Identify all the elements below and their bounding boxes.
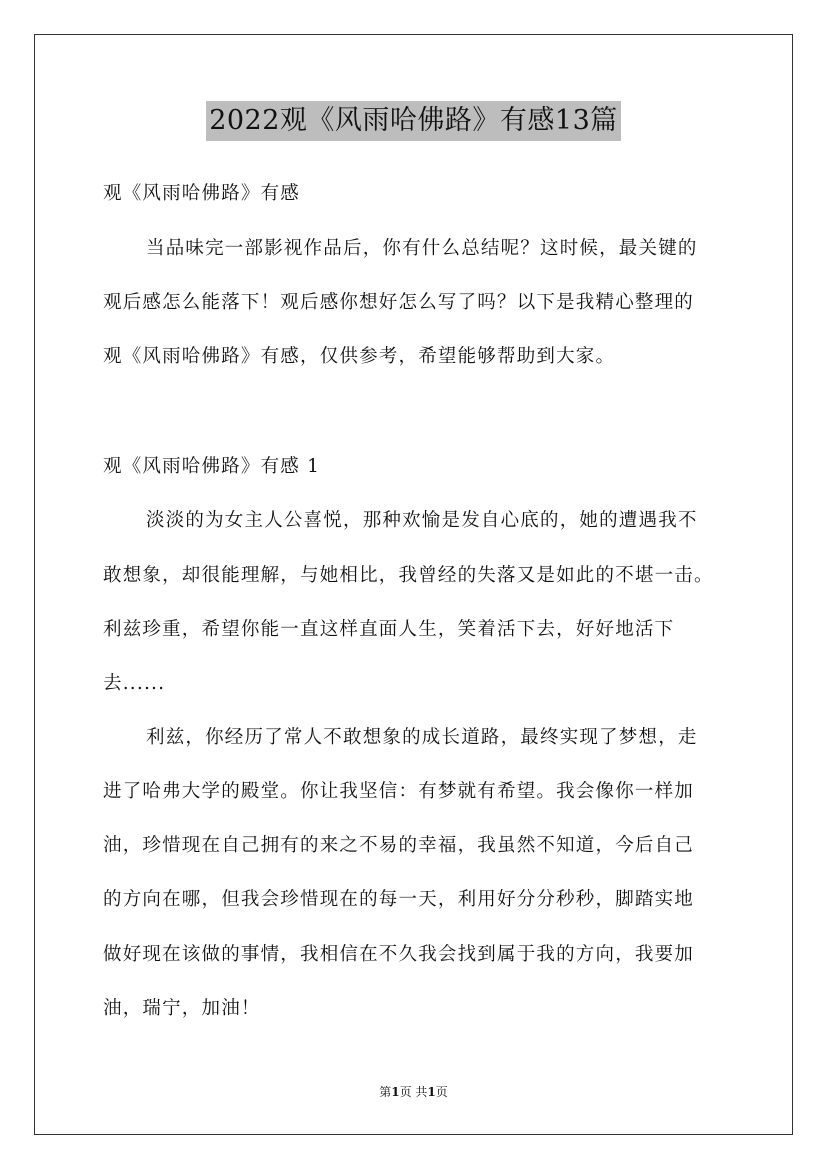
paragraph-line: 油，珍惜现在自己拥有的来之不易的幸福，我虽然不知道，今后自己 bbox=[103, 835, 695, 856]
footer-page-number: 1 bbox=[391, 1085, 400, 1099]
footer-total-label: 页 bbox=[435, 1085, 448, 1099]
paragraph-line: 淡淡的为女主人公喜悦，那种欢愉是发自心底的，她的遭遇我不 bbox=[146, 510, 698, 531]
paragraph-line: 的方向在哪，但我会珍惜现在的每一天，利用好分分秒秒，脚踏实地 bbox=[103, 889, 695, 910]
section-heading-1: 观《风雨哈佛路》有感 1 bbox=[103, 456, 321, 477]
paragraph-line: 观《风雨哈佛路》有感，仅供参考，希望能够帮助到大家。 bbox=[103, 346, 616, 367]
paragraph-line: 利兹，你经历了常人不敢想象的成长道路，最终实现了梦想，走 bbox=[146, 727, 698, 748]
section-heading-intro: 观《风雨哈佛路》有感 bbox=[103, 183, 301, 204]
paragraph-line: 做好现在该做的事情，我相信在不久我会找到属于我的方向，我要加 bbox=[103, 944, 695, 965]
footer-page-label: 页 bbox=[399, 1085, 412, 1099]
footer-prefix: 第 bbox=[379, 1085, 392, 1099]
paragraph-line: 利兹珍重，希望你能一直这样直面人生，笑着活下去，好好地活下 bbox=[103, 619, 675, 640]
paragraph-line: 当品味完一部影视作品后，你有什么总结呢？这时候，最关键的 bbox=[146, 238, 698, 259]
paragraph-line: 进了哈弗大学的殿堂。你让我坚信：有梦就有希望。我会像你一样加 bbox=[103, 781, 695, 802]
paragraph-line: 观后感怎么能落下！观后感你想好怎么写了吗？以下是我精心整理的 bbox=[103, 292, 695, 313]
paragraph-line: 敢想象，却很能理解，与她相比，我曾经的失落又是如此的不堪一击。 bbox=[103, 565, 714, 586]
footer-total-prefix: 共 bbox=[411, 1085, 428, 1099]
page-footer bbox=[0, 1083, 827, 1100]
paragraph-line: 去...... bbox=[103, 673, 166, 694]
paragraph-line: 油，瑞宁，加油！ bbox=[103, 998, 261, 1019]
footer-total-pages: 1 bbox=[427, 1085, 436, 1099]
document-title: 2022观《风雨哈佛路》有感13篇 bbox=[206, 101, 621, 141]
title-container bbox=[0, 101, 827, 141]
